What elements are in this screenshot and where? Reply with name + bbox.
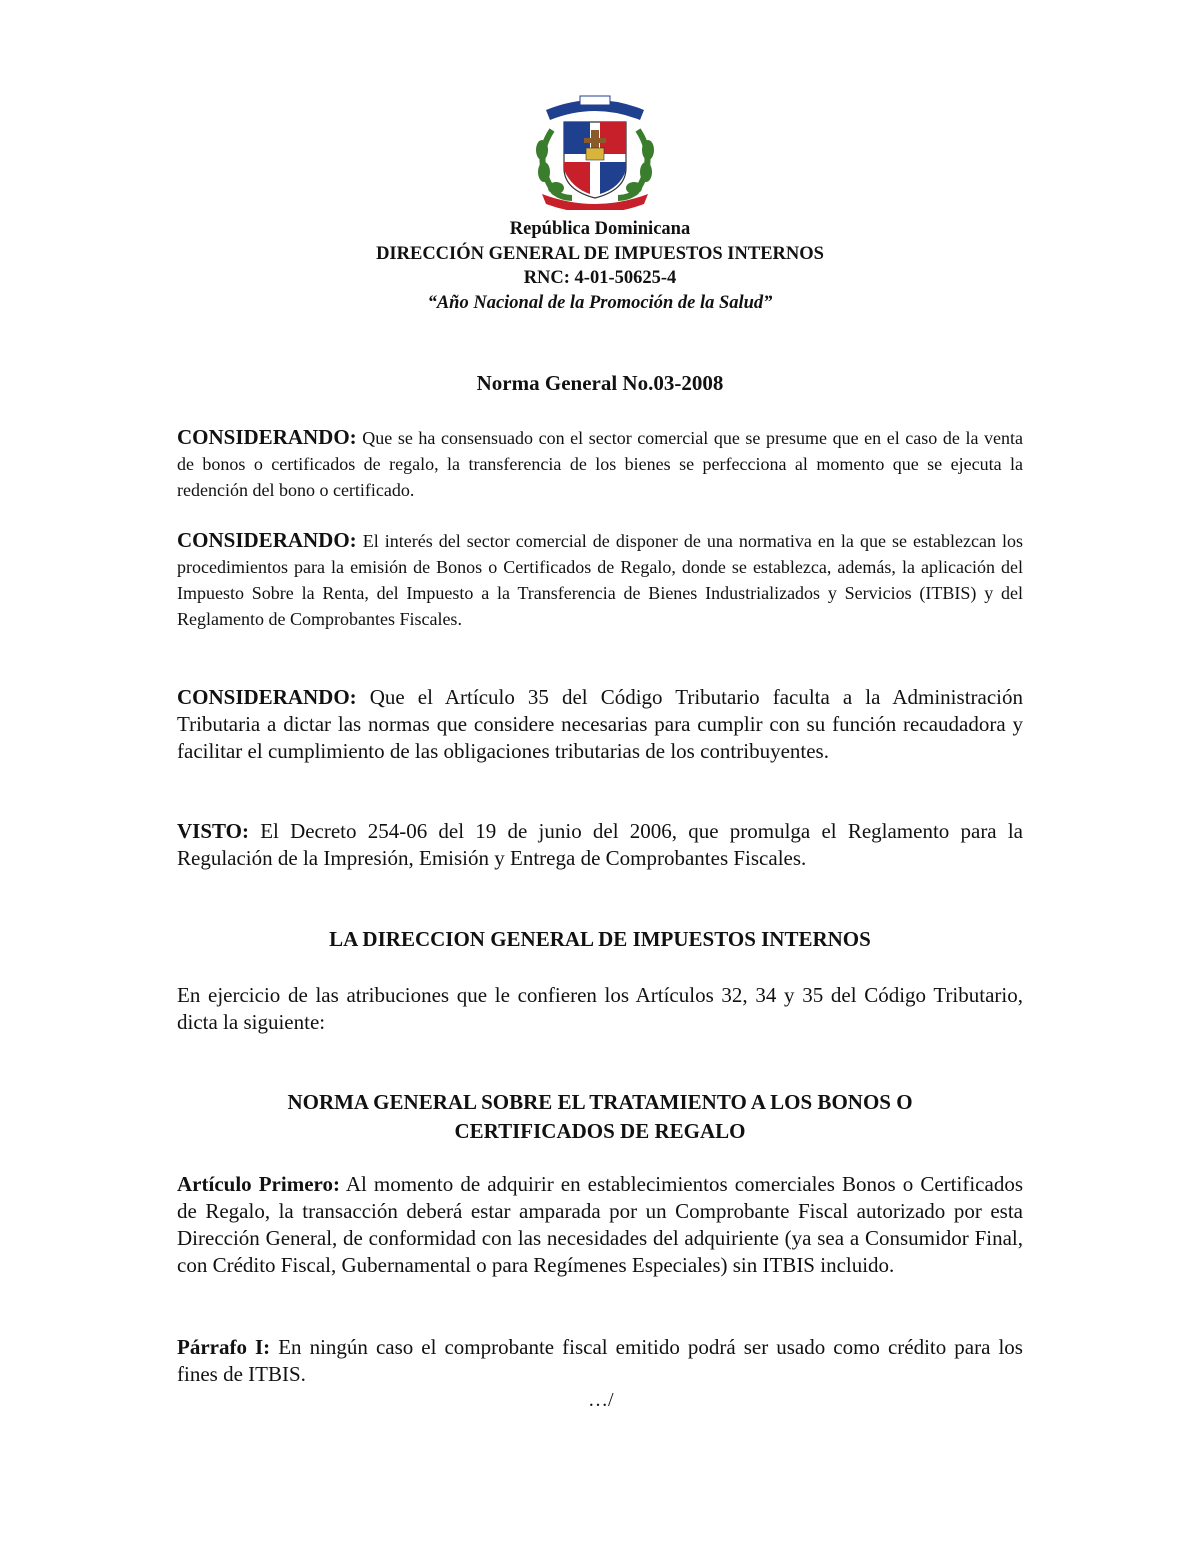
considerando-label: CONSIDERANDO: [177,685,357,709]
considerando-paragraph-1 [177,424,1023,503]
considerando-text: Que el Artículo 35 del Código Tributario faculta a la Administración Tributaria a dictar las normas que considere necesarias para cumplir con su función recaudadora y facilitar el cumplimiento de las obligaciones tributarias de los contribuyentes. [177,685,1023,763]
considerando-label: CONSIDERANDO: [177,425,357,449]
considerando-text: El interés del sector comercial de disponer de una normativa en la que se establezcan los procedimientos para la emisión de Bonos o Certificados de Regalo, donde se establezca, además, la aplicación del Impuesto Sobre la Renta, del Impuesto a la Transferencia de Bienes Industrializados y Servicios (ITBIS) y del Reglamento de Comprobantes Fiscales. [177,531,1023,629]
exercise-paragraph: En ejercicio de las atribuciones que le confieren los Artículos 32, 34 y 35 del Código Tributario, dicta la siguiente: [177,983,1023,1034]
considerando-label: CONSIDERANDO: [177,528,357,552]
document-title: Norma General No.03-2008 [476,371,724,395]
year-motto: “Año Nacional de la Promoción de la Salud” [427,292,773,313]
visto-label: VISTO: [177,819,249,843]
considerando-text: Que se ha consensuado con el sector comercial que se presume que en el caso de la venta de bonos o certificados de regalo, la transferencia de los bienes se perfecciona al momento que se ejecuta la redención del bono o certificado. [177,428,1023,500]
country-name: República Dominicana [509,219,691,239]
authority-heading: LA DIRECCION GENERAL DE IMPUESTOS INTERNOS [329,927,871,951]
articulo-label: Artículo Primero: [177,1172,340,1196]
visto-paragraph [177,818,1023,872]
coat-of-arms-seal [524,90,666,210]
document-header [0,217,1200,315]
articulo-primero-paragraph [177,1171,1023,1279]
considerando-paragraph-2 [177,527,1023,632]
visto-text: El Decreto 254-06 del 19 de junio del 2006, que promulga el Reglamento para la Regulación de la Impresión, Emisión y Entrega de Comprobantes Fiscales. [177,819,1023,870]
considerando-paragraph-3 [177,684,1023,765]
norma-heading-line-1: NORMA GENERAL SOBRE EL TRATAMIENTO A LOS BONOS O [287,1090,913,1114]
norma-heading-line-2: CERTIFICADOS DE REGALO [454,1119,746,1143]
parrafo-label: Párrafo I: [177,1335,271,1359]
norma-heading [0,1088,1200,1146]
rnc-number: RNC: 4-01-50625-4 [523,268,677,288]
agency-name: DIRECCIÓN GENERAL DE IMPUESTOS INTERNOS [376,243,824,264]
parrafo-text: En ningún caso el comprobante fiscal emitido podrá ser usado como crédito para los fines de ITBIS. [177,1335,1023,1386]
articulo-text: Al momento de adquirir en establecimientos comerciales Bonos o Certificados de Regalo, la transacción deberá estar amparada por un Comprobante Fiscal autorizado por esta Dirección General, de conformidad con las necesidades del adquiriente (ya sea a Consumidor Final, con Crédito Fiscal, Gubernamental o para Regímenes Especiales) sin ITBIS incluido. [177,1172,1023,1277]
parrafo-1-paragraph [177,1334,1023,1388]
continuation-mark: …/ [588,1389,614,1411]
